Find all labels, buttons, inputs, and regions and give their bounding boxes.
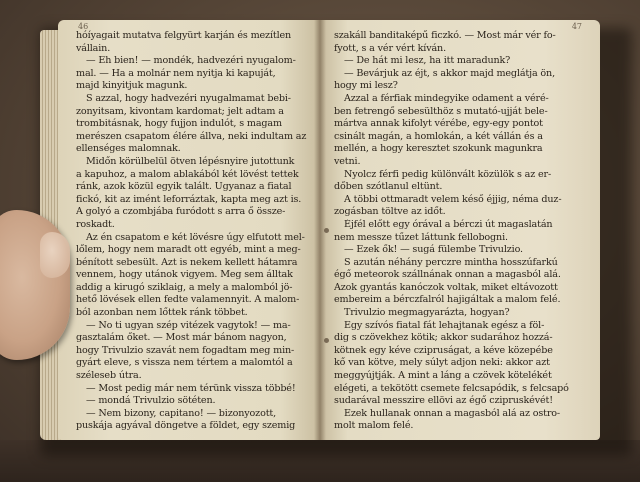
text-line: a kapuhoz, a malom ablakából két lövést tettek [76, 168, 299, 180]
text-line: A többi ottmaradt velem késő éjjig, néma duz- [344, 193, 562, 205]
text-line: szakáll banditaképű ficzkó. — Most már vér fo- [334, 30, 556, 41]
text-line: mártva annak kifolyt vérébe, egy-egy pontot [334, 118, 543, 130]
text-line: — Most pedig már nem térünk vissza többé! [86, 382, 296, 394]
text-line: fyott, s a vér vért kíván. [334, 42, 446, 54]
text-line: vennem, hogy utánok vigyem. Meg sem álltak [76, 269, 293, 281]
book-gutter [314, 20, 326, 440]
text-line: elégeti, a tekötött csemete felcsapódik, s felcsapó [334, 382, 569, 394]
right-page [320, 20, 600, 440]
text-line: Egy szívós fiatal fát lehajtanak egész a föl- [344, 319, 545, 331]
text-line: lőlem, hogy nem maradt ott egyéb, mint a meg- [76, 244, 301, 256]
text-line: zogásban töltve az időt. [334, 206, 446, 218]
text-line: — mondá Trivulzio sötéten. [86, 395, 216, 407]
text-line: bénított sebesült. Azt is nekem kellett hátamra [76, 256, 298, 268]
text-line: puskája agyával döngetve a földet, egy szemig [76, 420, 296, 432]
text-line: ben fetrengő sebesülthöz s mutató-ujját bele- [334, 105, 548, 117]
text-line: — No ti ugyan szép vitézek vagytok! — ma- [86, 319, 291, 331]
text-line: mellén, a hogy keresztet szokunk magunkra [334, 143, 543, 155]
text-line: Midőn körülbelül ötven lépésnyire jutottunk [86, 155, 295, 167]
text-line: kő van kötve, mely súlyt adjon neki: akkor azt [334, 357, 550, 369]
text-line: Ezek hullanak onnan a magasból alá az ostro- [344, 407, 561, 419]
text-line: ellenséges malomnak. [76, 143, 181, 155]
right-page-text [334, 30, 584, 433]
text-line: — Eh bien! — mondék, hadvezéri nyugalom- [86, 55, 296, 67]
text-line: majd kinyitjuk magunk. [76, 80, 188, 92]
thumb-nail [40, 232, 70, 278]
text-line: roskadt. [76, 218, 115, 230]
text-line: vállain. [76, 42, 111, 54]
text-line: gasztalám őket. — Most már bánom nagyon, [76, 332, 287, 344]
left-page [58, 20, 320, 440]
text-line: égő meteorok szállnának onnan a magasból alá. [334, 269, 561, 281]
text-line: nem messze tűzet láttunk fellobogni. [334, 231, 508, 243]
text-line: Éjfél előtt egy órával a bérczi út magaslatán [344, 218, 553, 230]
text-line: Trivulzio megmagyarázta, hogyan? [344, 307, 510, 319]
text-line: meggyújtják. A mint a láng a czövek kötelékét [334, 370, 552, 382]
left-page-text [76, 30, 312, 433]
text-line: hogy Trivulzio szavát nem fogadtam meg min- [76, 344, 295, 356]
text-line: fickó, kit az imént leforráztak, kapta meg azt is. [76, 193, 302, 205]
text-line: addig a kirugó sziklaig, a mely a malomból jö- [76, 281, 293, 293]
text-line: embereim a bérczfalról hajigáltak a malom felé. [334, 294, 561, 306]
text-line: — Bevárjuk az éjt, s akkor majd meglátja ön, [344, 67, 555, 79]
text-line: Nyolcz férfi pedig különvált közülök s az er- [344, 168, 552, 180]
text-line: mal. — Ha a molnár nem nyitja ki kapuját, [76, 67, 276, 79]
right-page-number: 47 [571, 22, 582, 31]
text-line: kötnek egy kéve czipruságat, a kéve közepébe [334, 344, 553, 356]
text-line: S azután néhány perczre mintha hosszúfarkú [344, 256, 558, 268]
text-line: hogy mi lesz? [334, 80, 398, 92]
text-line: széleseb útra. [76, 370, 142, 382]
text-line: — De hát mi lesz, ha itt maradunk? [344, 55, 511, 67]
text-line: dőben szótlanul eltünt. [334, 181, 443, 193]
text-line: trombitásnak, hogy fujjon indulót, s magam [76, 118, 282, 130]
text-line: Az én csapatom e két lövésre úgy elfutott mel- [86, 231, 305, 243]
text-line: zonyitsam, kivontam kardomat; jelt adtam a [76, 105, 284, 117]
text-line: A golyó a czombjába furódott s arra ő össze- [76, 206, 286, 218]
text-line: csinált magán, a homlokán, a két vállán és a [334, 130, 543, 142]
text-line: sudarával messzire ellövi az égő czipruskévét! [334, 395, 553, 407]
text-line: ránk, azok közül egyik talált. Ugyanaz a fiatal [76, 181, 292, 193]
text-line: hóíyagait mutatva felgyürt karján és mezítlen [76, 30, 292, 41]
text-line: S azzal, hogy hadvezéri nyugalmamat bebi- [86, 92, 291, 104]
text-line: Azok gyantás kanóczok voltak, miket eltávozott [334, 281, 558, 293]
holding-thumb [0, 210, 70, 360]
text-line: molt malom felé. [334, 420, 414, 432]
text-line: gyárt eleve, s vissza nem tértem a malomtól a [76, 357, 293, 369]
text-line: dig s czövekhez kötik; akkor sudarához hozzá- [334, 332, 553, 344]
text-line: merészen csapatom élére állva, neki indultam az [76, 130, 307, 142]
text-line: — Nem bizony, capitano! — bizonyozott, [86, 407, 277, 419]
text-line: Azzal a férfiak mindegyike odament a véré- [344, 92, 549, 104]
text-line: hető lövések ellen fedte valamennyit. A malom- [76, 294, 300, 306]
text-line: ból azonban nem lőttek ránk többet. [76, 307, 248, 319]
left-page-number: 46 [78, 22, 89, 31]
text-line: vetni. [334, 155, 361, 167]
text-line: — Ezek ők! — sugá fülembe Trivulzio. [344, 244, 523, 256]
